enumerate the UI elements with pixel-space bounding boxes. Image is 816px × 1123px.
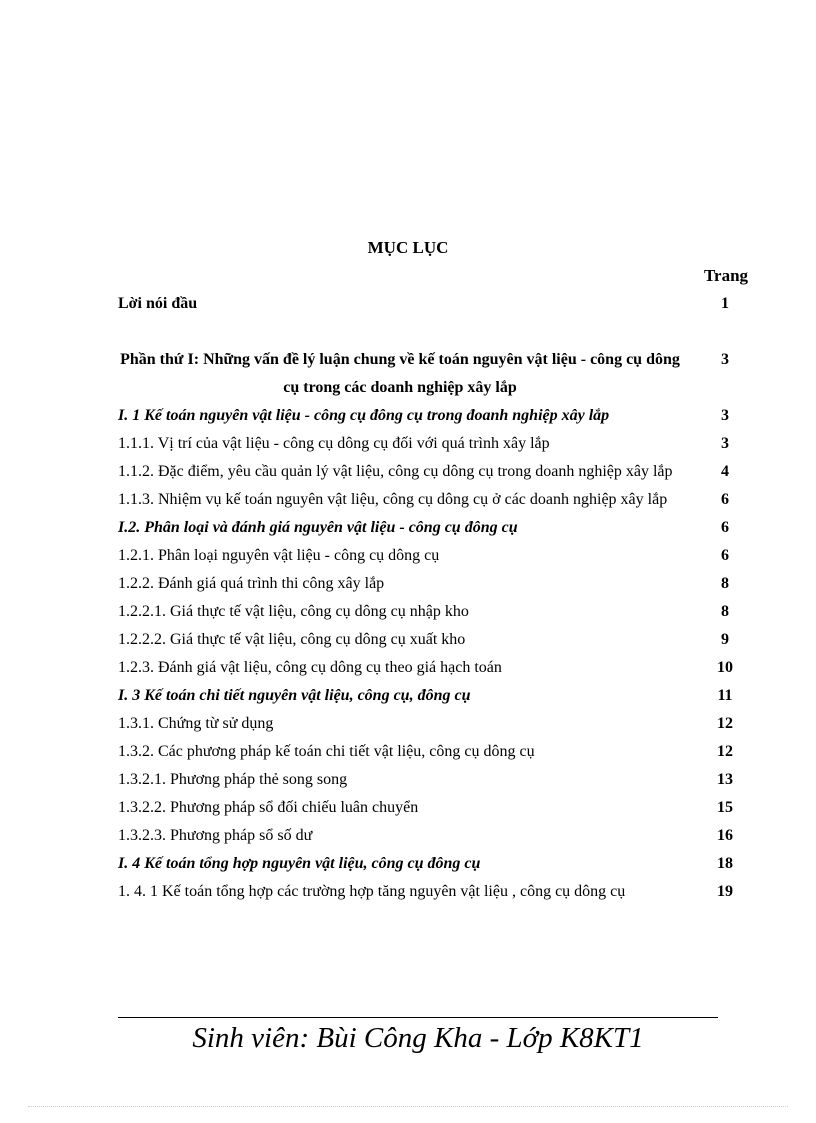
toc-entry-text: 1.3.2. Các phương pháp kế toán chi tiết vật liệu, công cụ dông cụ (118, 743, 535, 760)
toc-entry[interactable] (118, 430, 768, 458)
toc-entry-text: 1.1.2. Đặc điểm, yêu cầu quản lý vật liệu, công cụ dông cụ trong doanh nghiệp xây lắp (118, 463, 673, 480)
toc-entry-text: I. 4 Kế toán tổng hợp nguyên vật liệu, công cụ đông cụ (118, 855, 481, 872)
toc-entry[interactable] (118, 654, 768, 682)
toc-entry-text: 1.3.1. Chứng từ sử dụng (118, 715, 274, 732)
toc-entry-page: 12 (717, 743, 733, 760)
toc-entry-text: 1.2.2.1. Giá thực tế vật liệu, công cụ dông cụ nhập kho (118, 603, 469, 620)
toc-entry[interactable] (118, 822, 768, 850)
toc-entry-page: 8 (721, 575, 729, 592)
toc-entry-text: 1.3.2.3. Phương pháp sổ số dư (118, 827, 313, 844)
toc-entry[interactable] (118, 570, 768, 598)
toc-entry-page: 15 (717, 799, 733, 816)
toc-entry-page: 12 (717, 715, 733, 732)
toc-entry-text: I.2. Phân loại và đánh giá nguyên vật liệu - công cụ đông cụ (118, 519, 518, 536)
page-bottom-dotted-rule (28, 1106, 788, 1107)
table-of-contents (118, 290, 768, 906)
toc-entry-part-1[interactable] (118, 346, 768, 402)
toc-entry-preface[interactable] (118, 290, 768, 318)
toc-entry-page: 6 (721, 547, 729, 564)
footer-divider (118, 1017, 718, 1018)
toc-entry-page: 6 (721, 519, 729, 536)
toc-entry-text: 1.2.1. Phân loại nguyên vật liệu - công cụ dông cụ (118, 547, 440, 564)
toc-entry-page: 3 (721, 407, 729, 424)
toc-entry-section-1-1[interactable] (118, 402, 768, 430)
toc-entry-section-1-2[interactable] (118, 514, 768, 542)
toc-entry-page: 6 (721, 491, 729, 508)
toc-entry-text: 1.3.2.2. Phương pháp sổ đối chiếu luân chuyển (118, 799, 419, 816)
toc-entry-text: 1.2.3. Đánh giá vật liệu, công cụ dông cụ theo giá hạch toán (118, 659, 502, 676)
toc-entry[interactable] (118, 458, 768, 486)
toc-entry-text: 1.2.2. Đánh giá quá trình thi công xây lắp (118, 575, 385, 592)
toc-entry-section-1-4[interactable] (118, 850, 768, 878)
toc-entry-page: 1 (721, 295, 729, 312)
toc-entry-text: Lời nói đầu (118, 295, 198, 312)
toc-title: MỤC LỤC (367, 238, 449, 257)
toc-entry-text: 1.2.2.2. Giá thực tế vật liệu, công cụ dông cụ xuất kho (118, 631, 466, 648)
toc-entry-section-1-3[interactable] (118, 682, 768, 710)
toc-entry-page: 18 (717, 855, 733, 872)
toc-entry-page: 4 (721, 463, 729, 480)
toc-entry-text: Phần thứ I: Những vấn đề lý luận chung về kế toán nguyên vật liệu - công cụ dông cụ trong các doanh nghiệp xây lắp (120, 351, 680, 396)
toc-entry-text: I. 3 Kế toán chi tiết nguyên vật liệu, công cụ, đông cụ (118, 687, 471, 704)
toc-entry-text: 1. 4. 1 Kế toán tổng hợp các trường hợp tăng nguyên vật liệu , công cụ dông cụ (118, 883, 626, 900)
toc-entry[interactable] (118, 486, 768, 514)
toc-entry-text: 1.3.2.1. Phương pháp thẻ song song (118, 771, 348, 788)
toc-entry-page: 9 (721, 631, 729, 648)
toc-entry-text: I. 1 Kế toán nguyên vật liệu - công cụ đông cụ trong đoanh nghiệp xây lắp (118, 407, 610, 424)
toc-entry[interactable] (118, 626, 768, 654)
toc-entry[interactable] (118, 738, 768, 766)
toc-entry-page: 11 (717, 687, 733, 704)
toc-entry[interactable] (118, 794, 768, 822)
toc-entry-page: 19 (717, 883, 733, 900)
toc-entry-page: 10 (717, 659, 733, 676)
toc-entry-page: 3 (721, 435, 729, 452)
toc-entry-page: 8 (721, 603, 729, 620)
toc-entry[interactable] (118, 542, 768, 570)
toc-entry-page: 13 (717, 771, 733, 788)
toc-entry[interactable] (118, 710, 768, 738)
page-column-header: Trang (703, 266, 749, 285)
toc-entry-text: 1.1.1. Vị trí của vật liệu - công cụ dông cụ đối với quá trình xây lắp (118, 435, 550, 452)
toc-entry[interactable] (118, 878, 768, 906)
toc-entry-page: 3 (721, 351, 729, 368)
footer-student-credit: Sinh viên: Bùi Công Kha - Lớp K8KT1 (192, 1022, 644, 1054)
toc-entry-text: 1.1.3. Nhiệm vụ kế toán nguyên vật liệu, công cụ dông cụ ở các doanh nghiệp xây lắp (118, 491, 668, 508)
toc-entry[interactable] (118, 766, 768, 794)
toc-entry[interactable] (118, 598, 768, 626)
toc-entry-page: 16 (717, 827, 733, 844)
